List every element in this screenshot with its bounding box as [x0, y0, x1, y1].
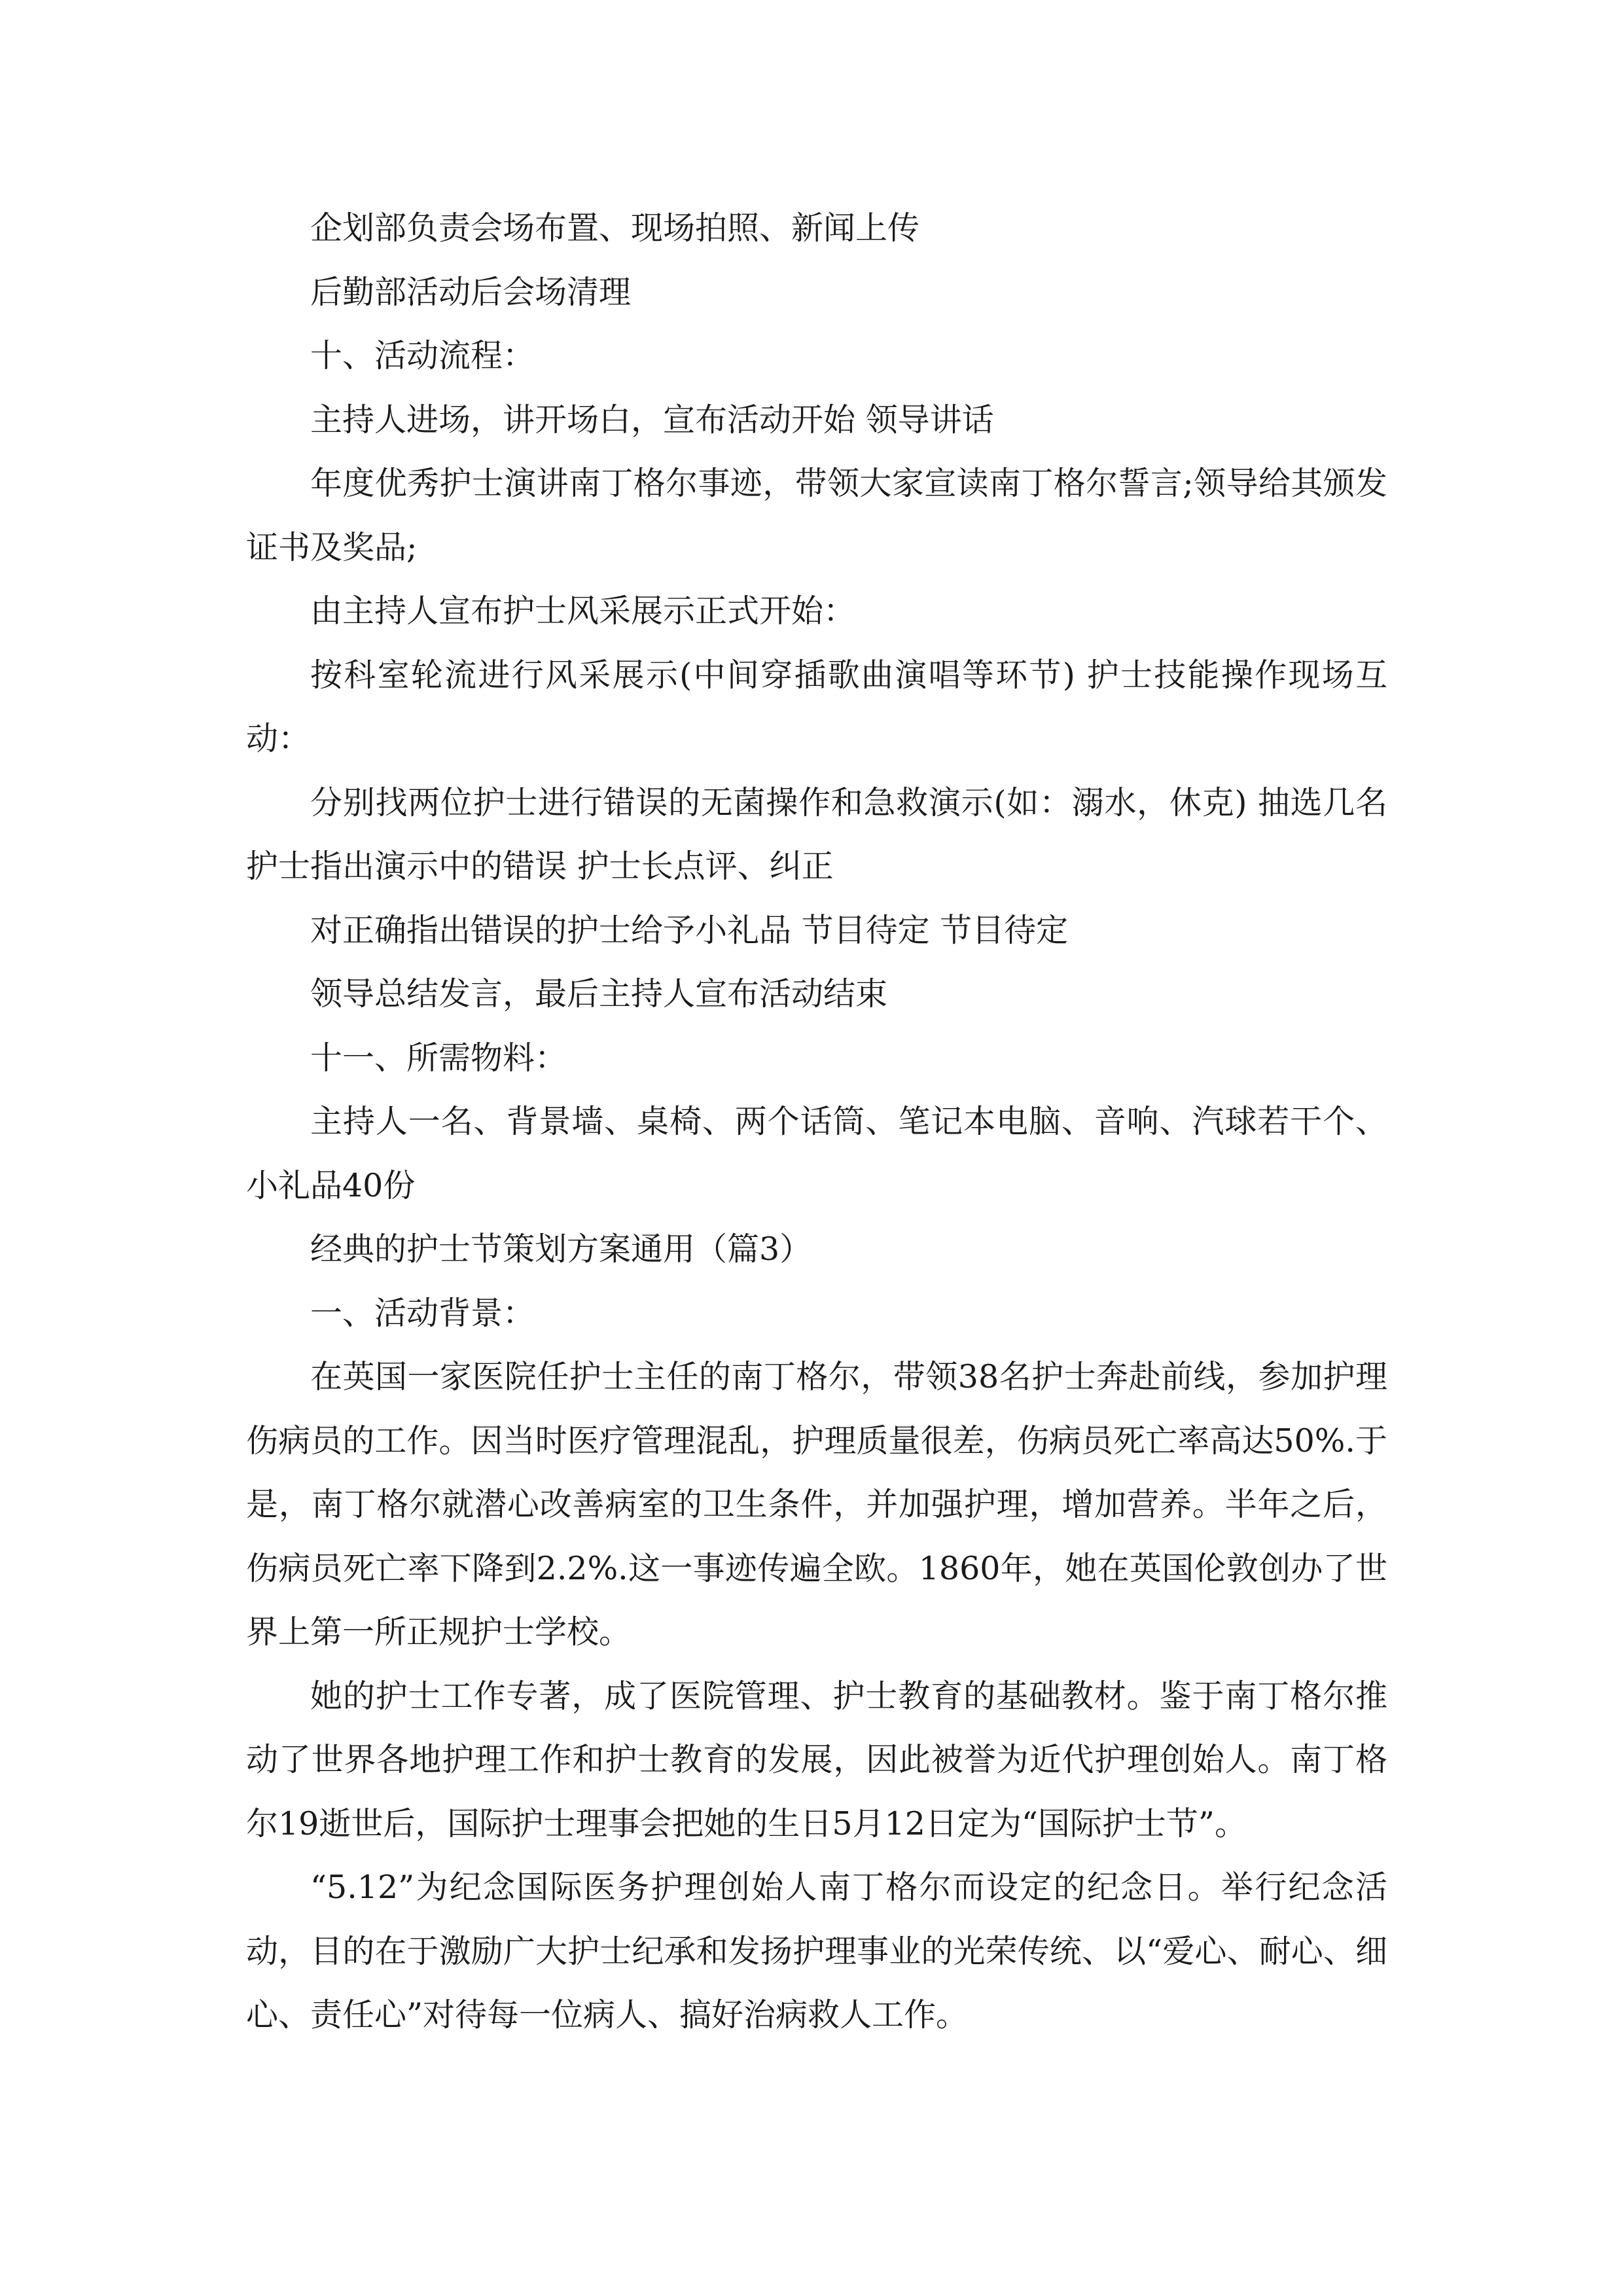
paragraph-planning-dept: 企划部负责会场布置、现场拍照、新闻上传 — [310, 209, 920, 247]
paragraph-showcase-start: 由主持人宣布护士风采展示正式开始： — [310, 592, 856, 630]
paragraph-logistics-dept: 后勤部活动后会场清理 — [310, 273, 632, 311]
paragraph-materials-list: 主持人一名、背景墙、桌椅、两个话筒、笔记本电脑、音响、汽球若干个、小礼品40份 — [246, 1103, 1387, 1204]
paragraph-gifts: 对正确指出错误的护士给予小礼品 节目待定 节目待定 — [310, 911, 1069, 949]
document-body — [246, 196, 1387, 2047]
section-title-part3: 经典的护士节策划方案通用（篇3） — [310, 1230, 812, 1268]
heading-background: 一、活动背景： — [310, 1294, 535, 1332]
paragraph-outstanding-nurse: 年度优秀护士演讲南丁格尔事迹，带领大家宣读南丁格尔誓言;领导给其颁发证书及奖品; — [246, 465, 1387, 566]
paragraph-closing: 领导总结发言，最后主持人宣布活动结束 — [310, 975, 888, 1013]
paragraph-nightingale-legacy: 她的护士工作专著，成了医院管理、护士教育的基础教材。鉴于南丁格尔推动了世界各地护理工作和护士教育的发展，因此被誉为近代护理创始人。南丁格尔19逝世后，国际护士理事会把她的生日5月12日定为“国际护士节”。 — [246, 1677, 1387, 1842]
heading-activity-flow: 十、活动流程： — [310, 337, 535, 374]
paragraph-nurses-day-purpose: “5.12”为纪念国际医务护理创始人南丁格尔而设定的纪念日。举行纪念活动，目的在于激励广大护士纪承和发扬护理事业的光荣传统、以“爱心、耐心、细心、责任心”对待每一位病人、搞好治病救人工作。 — [246, 1869, 1387, 2034]
heading-materials: 十一、所需物料： — [310, 1039, 567, 1077]
paragraph-nightingale-history: 在英国一家医院任护士主任的南丁格尔，带领38名护士奔赴前线，参加护理伤病员的工作。因当时医疗管理混乱，护理质量很差，伤病员死亡率高达50%.于是，南丁格尔就潜心改善病室的卫生条件，并加强护理，增加营养。半年之后，伤病员死亡率下降到2.2%.这一事迹传遍全欧。1860年，她在英国伦敦创办了世界上第一所正规护士学校。 — [246, 1358, 1387, 1651]
paragraph-department-showcase: 按科室轮流进行风采展示(中间穿插歌曲演唱等环节) 护士技能操作现场互动： — [246, 656, 1387, 757]
paragraph-host-opening: 主持人进场，讲开场白，宣布活动开始 领导讲话 — [310, 401, 994, 439]
paragraph-error-demo: 分别找两位护士进行错误的无菌操作和急救演示(如：溺水，休克) 抽选几名护士指出演示中的错误 护士长点评、纠正 — [246, 783, 1387, 885]
